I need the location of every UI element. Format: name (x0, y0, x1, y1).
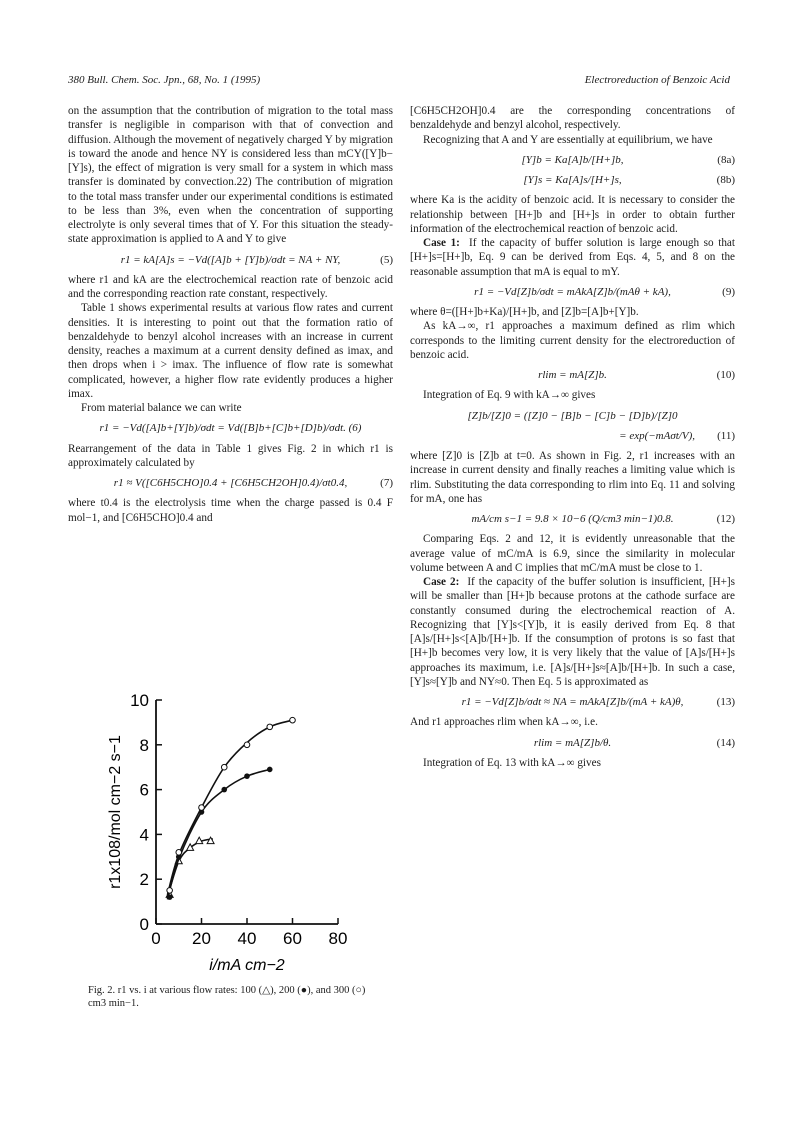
y-tick-label: 8 (139, 735, 149, 755)
paragraph: where t0.4 is the electrolysis time when the charge passed is 0.4 F mol−1, and [C6H5CHO]0.4 and (68, 497, 393, 524)
equation-7 (68, 476, 393, 490)
data-point (199, 805, 205, 811)
right-column (410, 104, 735, 770)
y-tick-label: 10 (130, 691, 149, 710)
data-point (221, 764, 227, 770)
equation-number: (11) (717, 429, 735, 442)
series-line (167, 769, 269, 899)
equation-number: (10) (716, 369, 735, 381)
y-tick-label: 2 (139, 870, 149, 890)
equation-body: = exp(−mAσt/V), (619, 429, 695, 442)
paragraph: where r1 and kA are the electrochemical reaction rate of benzoic acid and the corresponding reaction rate constant, respectively. (68, 273, 393, 300)
figure-caption: Fig. 2. r1 vs. i at various flow rates: 100 (△), 200 (●), and 300 (○) cm3 min−1. (88, 985, 366, 1009)
running-header-left: 380 Bull. Chem. Soc. Jpn., 68, No. 1 (1995) (68, 74, 261, 86)
data-point (267, 724, 273, 730)
case-text: If the capacity of buffer solution is large enough so that [H+]s=[H+]b, Eq. 9 can be derived from Eqs. 4, 5, and 8 on the reasonable assumption that mA is equal to mY. (410, 237, 735, 278)
x-tick-label: 80 (328, 929, 348, 948)
paragraph: Rearrangement of the data in Table 1 gives Fig. 2 in which r1 is approximately calculated by (68, 442, 393, 469)
equation-number: (13) (716, 696, 735, 708)
equation-body: rlim = mA[Z]b. (538, 369, 607, 381)
equation-8a (410, 153, 735, 167)
paragraph: Integration of Eq. 13 with kA→∞ gives (423, 756, 601, 769)
paragraph-case-1 (410, 236, 735, 279)
equation-number: (7) (380, 477, 393, 489)
y-axis-label: r1x108/mol cm−2 s−1 (107, 735, 124, 889)
equation-12 (410, 512, 735, 526)
equation-body: r1 = −Vd([A]b+[Y]b)/σdt = Vd([B]b+[C]b+[D]b)/σdt. (6) (99, 422, 362, 435)
equation-body: [Y]s = Ka[A]s/[H+]s, (523, 174, 622, 186)
equation-body: r1 = −Vd[Z]b/σdt ≈ NA = mAkA[Z]b/(mA + kA)θ, (461, 696, 684, 708)
paragraph: Integration of Eq. 9 with kA→∞ gives (423, 389, 596, 402)
data-point (167, 894, 173, 900)
equation-6 (68, 421, 393, 435)
paragraph: where Ka is the acidity of benzoic acid. It is necessary to consider the relationship between [H+]b and [H+]s in order to obtain further information of the electrochemical reaction of benzoic acid. (410, 194, 735, 235)
data-point (290, 717, 296, 723)
paragraph: on the assumption that the contribution of migration to the total mass transfer is negligible in comparison with that of convection and diffusion. Although the movement of negatively charged Y by migration is toward the anode and hence NY is considered less than mCY([Y]b−[Y]s), the effect of migration is very small for a system in which mass transfer is dominated by convection.22) The contribution of migration to the total mass transfer under our experimental conditions is estimated to be less than 3%, even when the concentration of supporting electrolyte is only several times that of Y. For this situation the steady-state approximation is applied to A and Y to give (68, 105, 393, 246)
paragraph-case-2 (410, 575, 735, 689)
case-text: If the capacity of the buffer solution is insufficient, [H+]s will be smaller than [H+]b because protons at the cathode surface are constantly consumed during the electrochemical reaction of A. Recognizing that [Y]s<[Y]b, it is easily derived from Eq. 8 that [A]s/[H+]s<[A]b/[H+]b. If the consumption of protons is so fast that [H+]b becomes very low, it is very likely that the value of [A]s/[H+]s approaches its maximum, i.e. [A]s/[H+]s≈[A]b/[H+]b. In such a case, [Y]s≈[Y]b and NY≈0. Then Eq. 5 is approximated as (410, 576, 736, 688)
equation-number: (5) (380, 253, 393, 266)
equation-number: (14) (716, 736, 735, 749)
paragraph: From material balance we can write (81, 402, 242, 414)
equation-number: (8b) (716, 174, 735, 186)
equation-body: mA/cm s−1 = 9.8 × 10−6 (Q/cm3 min−1)0.8. (471, 513, 674, 525)
x-tick-label: 20 (192, 929, 211, 948)
equation-number: (9) (722, 285, 735, 298)
x-tick-label: 40 (237, 929, 257, 948)
paragraph: Table 1 shows experimental results at various flow rates and current densities. It is interesting to point out that the formation ratio of benzaldehyde to benzyl alcohol increases with an increase in current density, reaches a maximum at a current density defined as imax, and then drops when i > imax. The influence of flow rate is somewhat complicated, however, a higher flow rate evidently produces a higher imax. (68, 302, 393, 400)
x-axis-label: i/mA cm−2 (209, 957, 285, 974)
case-label: Case 2: (423, 576, 460, 588)
paragraph: Recognizing that A and Y are essentially at equilibrium, we have (423, 133, 713, 146)
equation-11 (410, 409, 735, 423)
equation-body: [Y]b = Ka[A]b/[H+]b, (521, 153, 624, 166)
data-point (176, 850, 182, 856)
equation-14 (410, 736, 735, 750)
figure-2 (68, 684, 393, 1044)
equation-body: r1 = kA[A]s = −Vd([A]b + [Y]b)/σdt = NA + NY, (120, 253, 341, 266)
paragraph: As kA→∞, r1 approaches a maximum defined as rlim which corresponds to the limiting current density for the electroreduction of benzoic acid. (410, 320, 735, 361)
equation-body: [Z]b/[Z]0 = ([Z]0 − [B]b − [C]b − [D]b)/[Z]0 (467, 409, 678, 422)
paragraph: Comparing Eqs. 2 and 12, it is evidently unreasonable that the average value of mC/mA is 6.9, since the similarity in molecular volume between A and C implies that mC/mA must be close to 1. (410, 533, 735, 574)
equation-body: rlim = mA[Z]b/θ. (533, 736, 612, 749)
paragraph: And r1 approaches rlim when kA→∞, i.e. (410, 716, 598, 729)
equation-9 (410, 285, 735, 299)
x-tick-label: 60 (283, 929, 302, 948)
equation-13 (410, 695, 735, 709)
data-point (267, 767, 273, 773)
y-tick-label: 4 (139, 825, 149, 845)
equation-number: (8a) (717, 153, 735, 166)
equation-5 (68, 253, 393, 267)
left-column (68, 104, 393, 525)
series-line (167, 720, 292, 895)
equation-number: (12) (716, 513, 735, 525)
data-point (187, 844, 194, 851)
equation-10 (410, 368, 735, 382)
equation-body: r1 ≈ V([C6H5CHO]0.4 + [C6H5CH2OH]0.4)/σt0.4, (113, 477, 348, 489)
data-point (244, 742, 250, 748)
data-point (244, 773, 250, 779)
running-header-right: Electroreduction of Benzoic Acid (584, 74, 730, 86)
paragraph: where [Z]0 is [Z]b at t=0. As shown in Fig. 2, r1 increases with an increase in current density and finally reaches a limiting value which is rlim. Substituting the data corresponding to rlim into Eq. 11 and solving for mA, one has (410, 450, 735, 505)
chart (68, 684, 393, 984)
x-tick-label: 0 (151, 929, 161, 948)
paragraph: where θ=([H+]b+Ka)/[H+]b, and [Z]b=[A]b+[Y]b. (410, 306, 639, 318)
data-point (221, 787, 227, 793)
paragraph: [C6H5CH2OH]0.4 are the corresponding concentrations of benzaldehyde and benzyl alcohol, respectively. (410, 105, 735, 132)
y-tick-label: 6 (139, 780, 149, 800)
data-point (167, 888, 173, 894)
y-tick-label: 0 (139, 915, 149, 934)
equation-8b (410, 173, 735, 187)
case-label: Case 1: (423, 237, 460, 249)
equation-body: r1 = −Vd[Z]b/σdt = mAkA[Z]b/(mAθ + kA), (474, 285, 671, 298)
equation-11-continued (410, 429, 735, 443)
